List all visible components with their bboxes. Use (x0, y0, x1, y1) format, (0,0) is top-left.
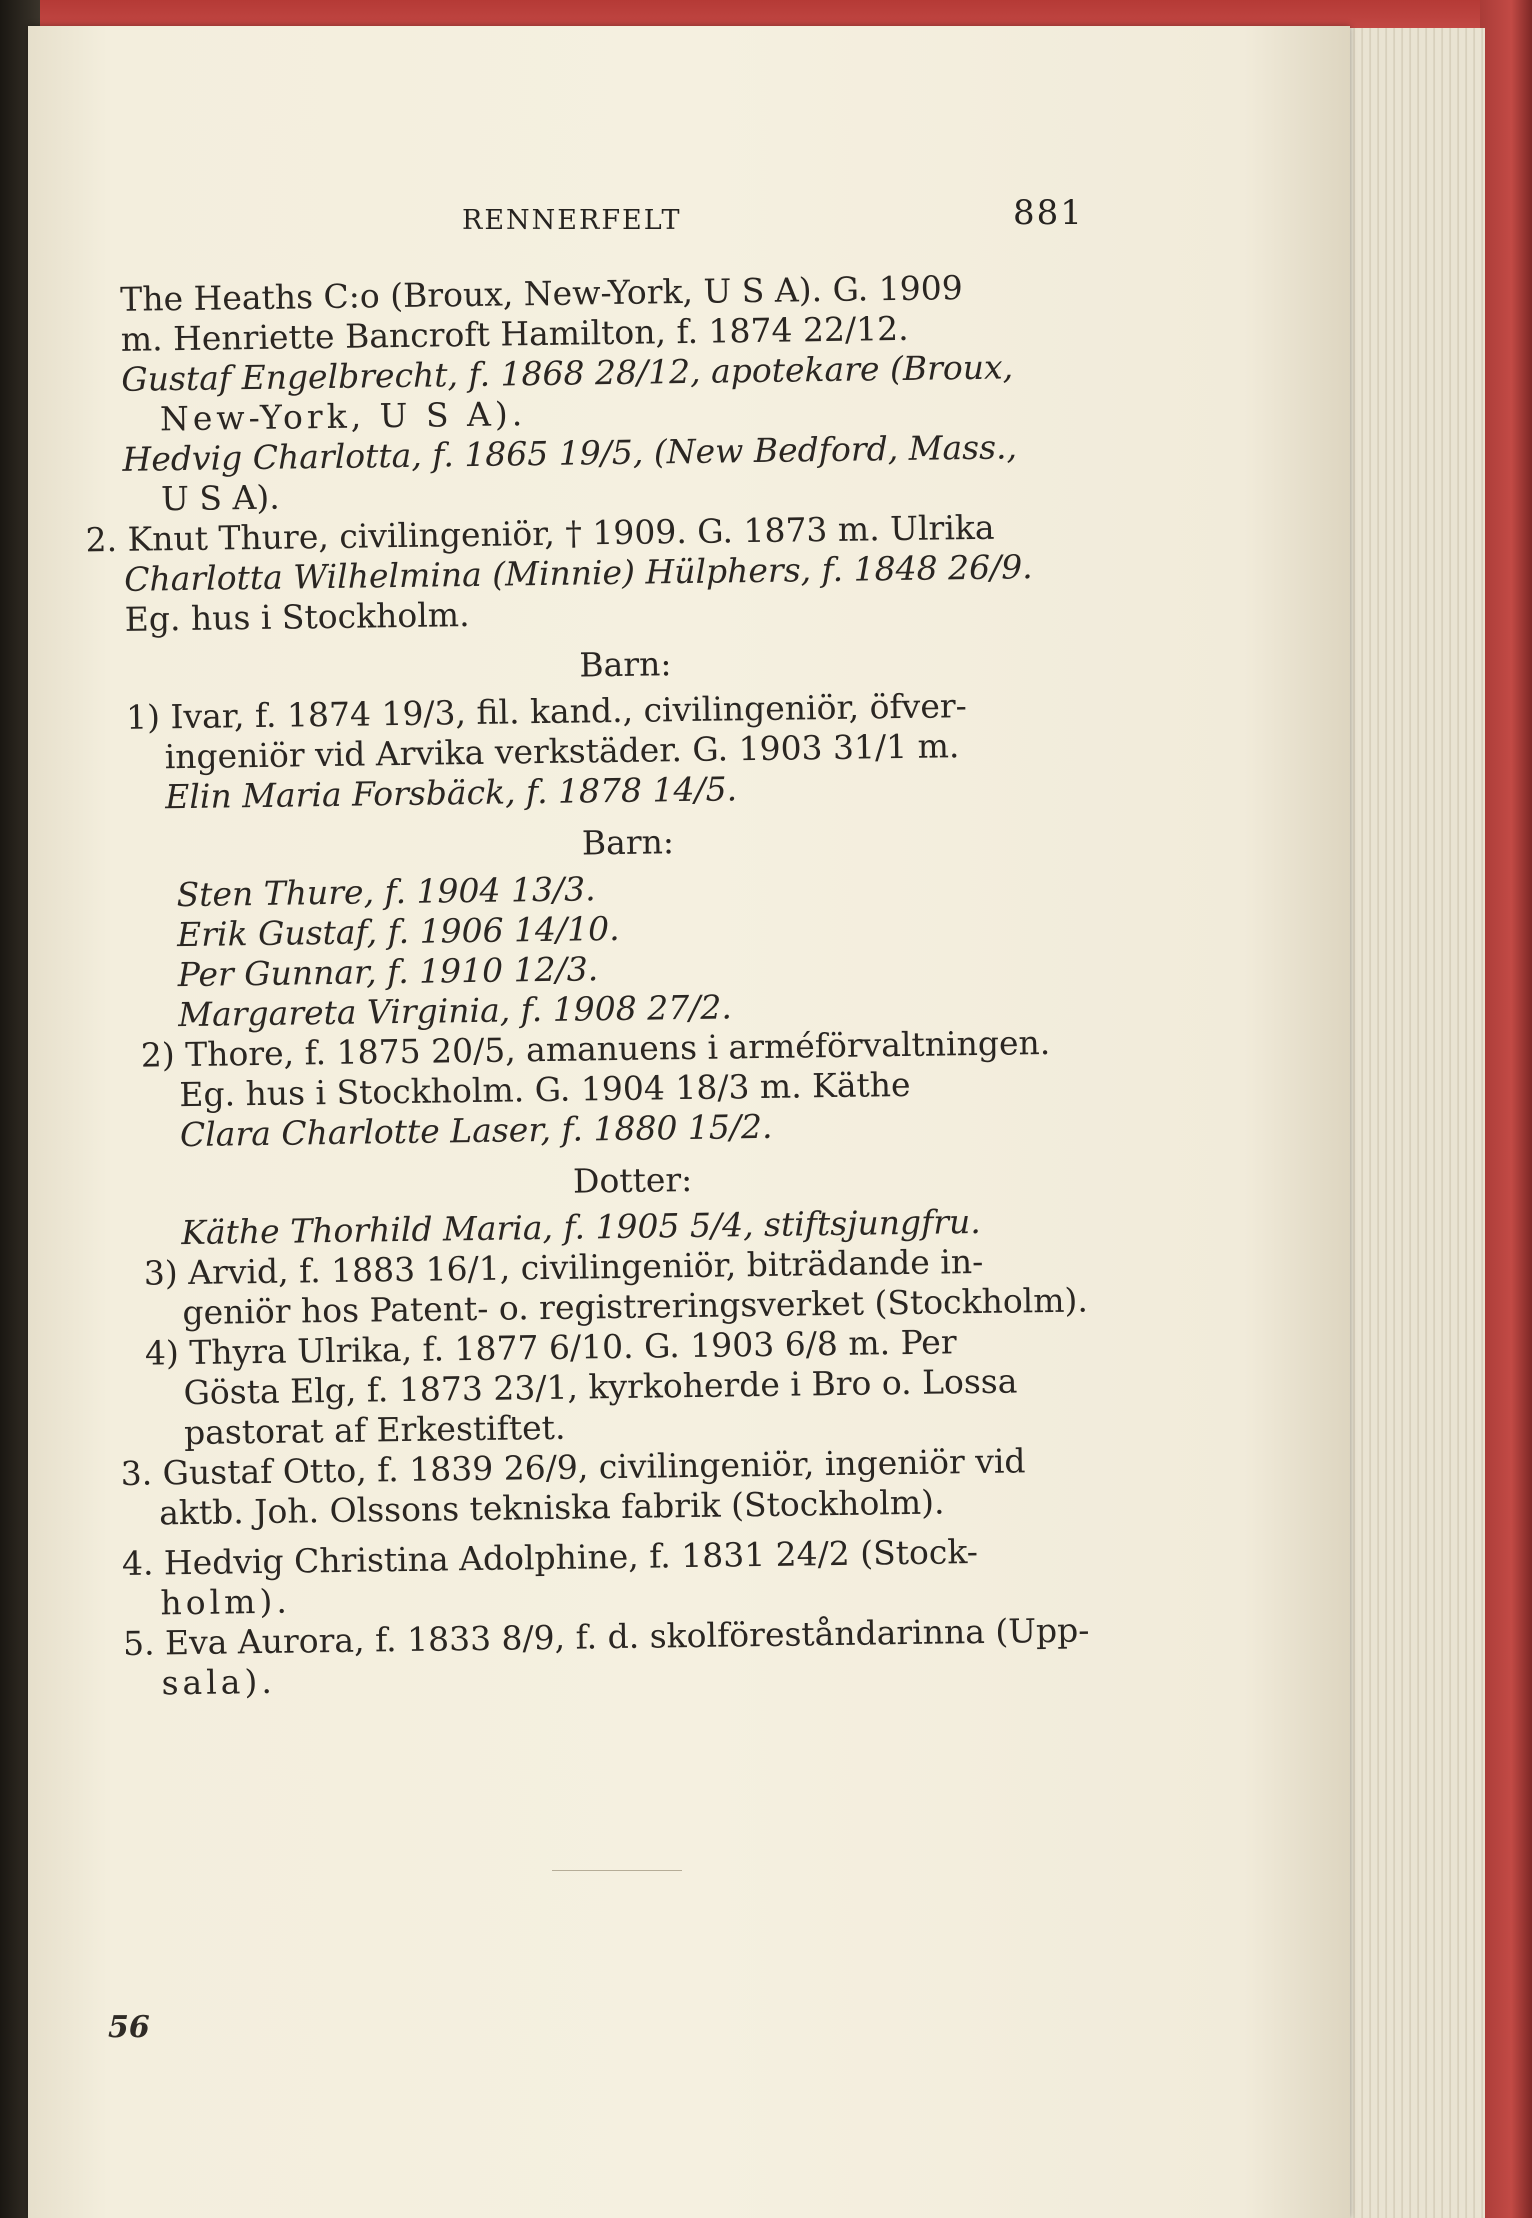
text-line: 3. Gustaf Otto, f. 1839 26/9, civilingeniör, ingeniör vid (120, 1441, 1026, 1493)
text-line: sala). (161, 1661, 277, 1703)
page-number: 881 (1013, 193, 1084, 233)
text-line: Gösta Elg, f. 1873 23/1, kyrkoherde i Bro o. Lossa (183, 1361, 1018, 1413)
signature-mark: 56 (108, 2010, 150, 2045)
text-line: U S A). (160, 477, 280, 519)
text-line: holm). (160, 1581, 292, 1623)
text-line: Per Gunnar, f. 1910 12/3. (177, 949, 599, 995)
text-line: Eg. hus i Stockholm. G. 1904 18/3 m. Käthe (179, 1064, 911, 1115)
text-line: 5. Eva Aurora, f. 1833 8/9, f. d. skolföreståndarinna (Upp- (122, 1610, 1090, 1663)
text-line: aktb. Joh. Olssons tekniska fabrik (Stockholm). (158, 1482, 945, 1533)
section-heading: Barn: (581, 822, 675, 863)
text-line: 2. Knut Thure, civilingeniör, † 1909. G. 1873 m. Ulrika (85, 507, 995, 560)
text-line: m. Henriette Bancroft Hamilton, f. 1874 22/12. (120, 308, 909, 359)
text-line: Margareta Virginia, f. 1908 27/2. (177, 987, 733, 1035)
section-heading: Dotter: (572, 1159, 693, 1201)
text-line: 4. Hedvig Christina Adolphine, f. 1831 24/2 (Stock- (121, 1532, 979, 1583)
page-edges (1340, 28, 1485, 2218)
text-line: pastorat af Erkestiftet. (183, 1407, 566, 1453)
text-line: 4) Thyra Ulrika, f. 1877 6/10. G. 1903 6/8 m. Per (144, 1322, 957, 1373)
text-line: Clara Charlotte Laser, f. 1880 15/2. (179, 1106, 773, 1155)
text-line: Charlotta Wilhelmina (Minnie) Hülphers, f. 1848 26/9. (123, 547, 1033, 599)
section-divider (552, 1870, 682, 1871)
text-line: Hedvig Charlotta, f. 1865 19/5, (New Bedford, Mass., (122, 427, 1018, 479)
text-line: Eg. hus i Stockholm. (124, 595, 470, 639)
text-line: 2) Thore, f. 1875 20/5, amanuens i arméförvaltningen. (140, 1022, 1051, 1075)
page-header (0, 193, 1532, 236)
text-line: Gustaf Engelbrecht, f. 1868 28/12, apotekare (Broux, (121, 347, 1014, 399)
book-cover-right (1480, 0, 1532, 2218)
text-line: New-York, U S A). (159, 394, 527, 439)
text-line: 3) Arvid, f. 1883 16/1, civilingeniör, biträdande in- (143, 1241, 984, 1293)
text-line: Erik Gustaf, f. 1906 14/10. (176, 908, 620, 955)
text-line: geniör hos Patent- o. registreringsverket (Stockholm). (182, 1280, 1089, 1333)
running-head: RENNERFELT (462, 205, 682, 236)
text-line: 1) Ivar, f. 1874 19/3, fil. kand., civilingeniör, öfver- (125, 686, 968, 737)
text-line: Elin Maria Forsbäck, f. 1878 14/5. (164, 769, 738, 817)
text-line: ingeniör vid Arvika verkstäder. G. 1903 31/1 m. (164, 726, 960, 777)
text-line: The Heaths C:o (Broux, New-York, U S A). G. 1909 (119, 268, 963, 319)
text-line: Käthe Thorhild Maria, f. 1905 5/4, stiftsjungfru. (181, 1201, 982, 1253)
text-line: Sten Thure, f. 1904 13/3. (176, 869, 596, 915)
section-heading: Barn: (579, 644, 672, 685)
